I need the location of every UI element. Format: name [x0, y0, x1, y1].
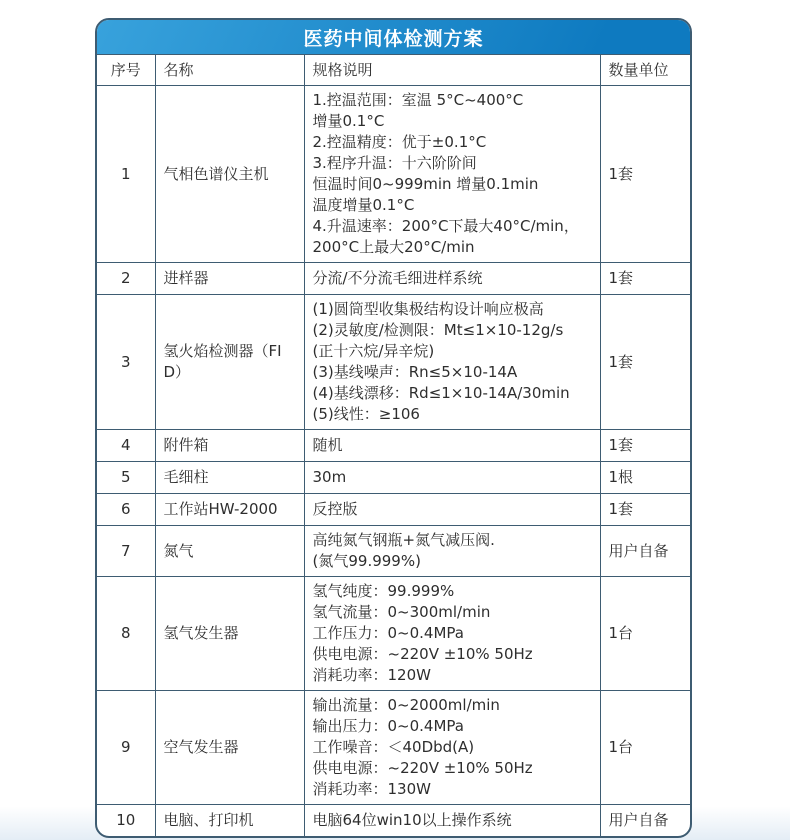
spec-line: 输出压力：0~0.4MPa	[312, 717, 464, 735]
table-row	[97, 526, 692, 577]
spec-line: 氢气纯度：99.999%	[312, 582, 455, 600]
row-number-cell: 6	[97, 494, 155, 526]
spec-line: 高纯氮气钢瓶+氮气减压阀.	[312, 531, 495, 549]
column-header-2: 规格说明	[304, 55, 600, 86]
spec-cell	[304, 462, 600, 494]
spec-line: 供电电源：~220V ±10% 50Hz	[312, 645, 533, 663]
table-row	[97, 805, 692, 837]
spec-cell	[304, 526, 600, 577]
table-row	[97, 691, 692, 805]
table-row	[97, 86, 692, 263]
spec-cell	[304, 295, 600, 430]
row-number-cell: 2	[97, 263, 155, 295]
row-number-cell: 10	[97, 805, 155, 837]
row-number-cell: 3	[97, 295, 155, 430]
page-title: 医药中间体检测方案	[303, 27, 484, 50]
spec-line: 供电电源：~220V ±10% 50Hz	[312, 759, 533, 777]
spec-line: 4.升温速率：200°C下最大40°C/min，	[312, 217, 579, 235]
spec-line: (氮气99.999%)	[312, 552, 421, 570]
row-number-cell: 9	[97, 691, 155, 805]
qty-cell: 1台	[600, 577, 692, 691]
spec-line: 工作压力：0~0.4MPa	[312, 624, 464, 642]
column-header-3: 数量单位	[600, 55, 692, 86]
spec-line: 分流/不分流毛细进样系统	[312, 269, 483, 287]
spec-line: 输出流量：0~2000ml/min	[312, 696, 500, 714]
qty-cell: 1台	[600, 691, 692, 805]
spec-cell	[304, 577, 600, 691]
spec-line: 氢气流量：0~300ml/min	[312, 603, 491, 621]
row-number-cell: 4	[97, 430, 155, 462]
detection-plan-card	[95, 18, 692, 838]
spec-line: 电脑64位win10以上操作系统	[312, 811, 512, 829]
row-number-cell: 1	[97, 86, 155, 263]
table-row	[97, 295, 692, 430]
row-number-cell: 7	[97, 526, 155, 577]
spec-line: 3.程序升温：十六阶阶间	[312, 154, 477, 172]
spec-line: 恒温时间0~999min 增量0.1min	[312, 175, 539, 193]
spec-cell	[304, 263, 600, 295]
table-row	[97, 462, 692, 494]
qty-cell: 1套	[600, 295, 692, 430]
table-row	[97, 430, 692, 462]
item-name-cell: 氢火焰检测器（FID）	[155, 295, 304, 430]
spec-line: (5)线性：≥106	[312, 405, 420, 423]
item-name-cell: 空气发生器	[155, 691, 304, 805]
item-name-cell: 电脑、打印机	[155, 805, 304, 837]
spec-cell	[304, 86, 600, 263]
spec-line: 消耗功率：120W	[312, 666, 431, 684]
spec-cell	[304, 805, 600, 837]
qty-cell: 1根	[600, 462, 692, 494]
table-row	[97, 263, 692, 295]
table-row	[97, 577, 692, 691]
spec-cell	[304, 494, 600, 526]
qty-cell: 用户自备	[600, 526, 692, 577]
qty-cell: 1套	[600, 263, 692, 295]
spec-line: 温度增量0.1°C	[312, 196, 415, 214]
spec-line: 增量0.1°C	[312, 112, 385, 130]
spec-line: 30m	[312, 468, 347, 486]
qty-cell: 1套	[600, 430, 692, 462]
item-name-cell: 工作站HW-2000	[155, 494, 304, 526]
table-row	[97, 494, 692, 526]
table-header-row	[97, 55, 692, 86]
item-name-cell: 气相色谱仪主机	[155, 86, 304, 263]
spec-line: 200°C上最大20°C/min	[312, 238, 475, 256]
spec-table	[97, 55, 692, 836]
qty-cell: 1套	[600, 494, 692, 526]
column-header-1: 名称	[155, 55, 304, 86]
spec-line: (1)圆筒型收集极结构设计响应极高	[312, 300, 544, 318]
qty-cell: 1套	[600, 86, 692, 263]
spec-line: (4)基线漂移：Rd≤1×10-14A/30min	[312, 384, 570, 402]
spec-line: 消耗功率：130W	[312, 780, 431, 798]
item-name-cell: 附件箱	[155, 430, 304, 462]
row-number-cell: 5	[97, 462, 155, 494]
spec-line: 1.控温范围：室温 5°C~400°C	[312, 91, 524, 109]
item-name-cell: 氮气	[155, 526, 304, 577]
item-name-cell: 氢气发生器	[155, 577, 304, 691]
spec-line: 反控版	[312, 500, 358, 518]
spec-line: 2.控温精度：优于±0.1°C	[312, 133, 487, 151]
spec-cell	[304, 691, 600, 805]
spec-cell	[304, 430, 600, 462]
qty-cell: 用户自备	[600, 805, 692, 837]
spec-line: 随机	[312, 436, 343, 454]
spec-line: (2)灵敏度/检测限：Mt≤1×10-12g/s	[312, 321, 564, 339]
spec-line: (3)基线噪声：Rn≤5×10-14A	[312, 363, 518, 381]
spec-line: 工作噪音：＜40Dbd(A)	[312, 738, 475, 756]
column-header-0: 序号	[97, 55, 155, 86]
table-title-banner	[97, 20, 690, 55]
spec-line: (正十六烷/异辛烷)	[312, 342, 435, 360]
item-name-cell: 进样器	[155, 263, 304, 295]
row-number-cell: 8	[97, 577, 155, 691]
item-name-cell: 毛细柱	[155, 462, 304, 494]
